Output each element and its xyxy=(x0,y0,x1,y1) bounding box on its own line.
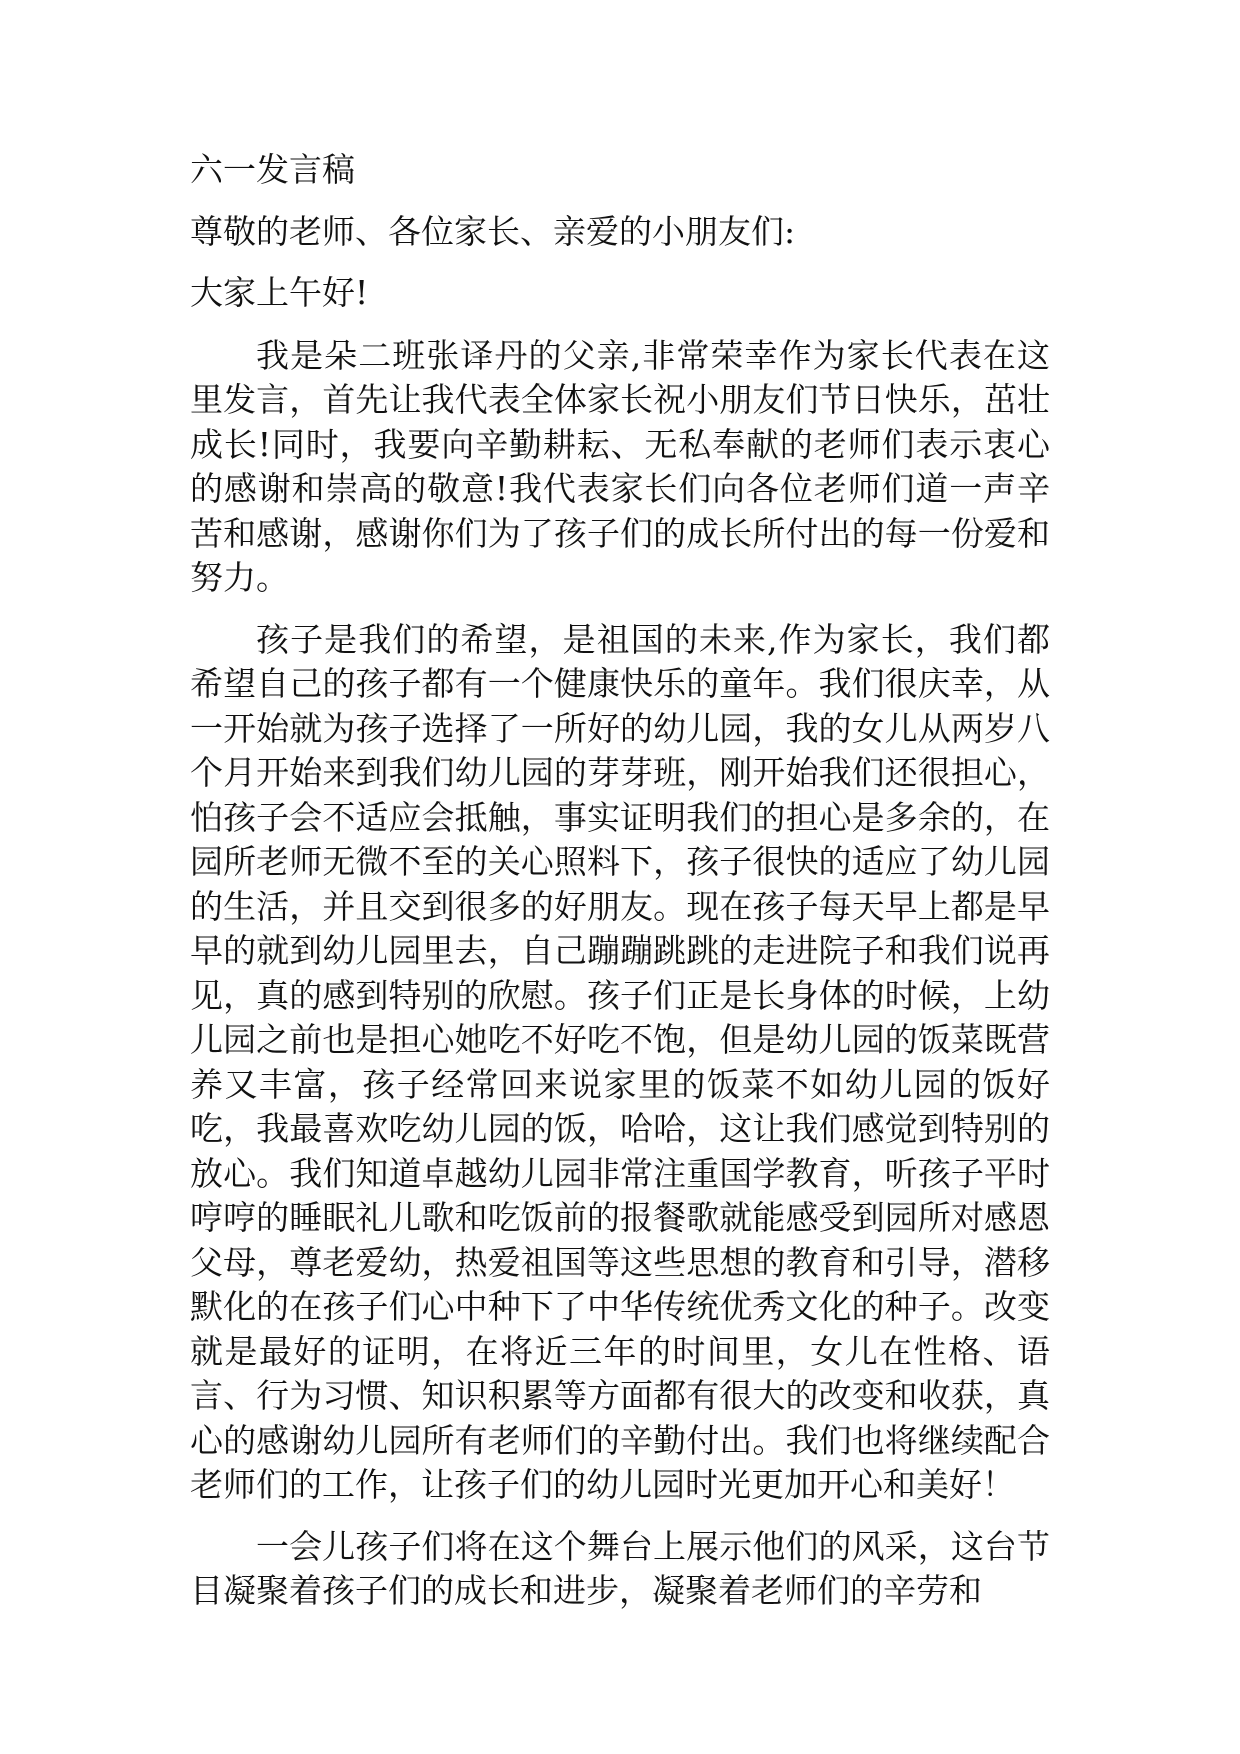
paragraph-3: 一会儿孩子们将在这个舞台上展示他们的风采，这台节目凝聚着孩子们的成长和进步，凝聚着老师们的辛劳和 xyxy=(190,1526,1050,1610)
document-body xyxy=(190,148,1050,1631)
paragraph-1: 我是朵二班张译丹的父亲,非常荣幸作为家长代表在这里发言，首先让我代表全体家长祝小朋友们节日快乐，茁壮成长!同时，我要向辛勤耕耘、无私奉献的老师们表示衷心的感谢和崇高的敬意!我代表家长们向各位老师们道一声辛苦和感谢，感谢你们为了孩子们的成长所付出的每一份爱和努力。 xyxy=(190,335,1050,597)
paragraph-2: 孩子是我们的希望，是祖国的未来,作为家长，我们都希望自己的孩子都有一个健康快乐的童年。我们很庆幸，从一开始就为孩子选择了一所好的幼儿园，我的女儿从两岁八个月开始来到我们幼儿园的芽芽班，刚开始我们还很担心，怕孩子会不适应会抵触，事实证明我们的担心是多余的，在园所老师无微不至的关心照料下，孩子很快的适应了幼儿园的生活，并且交到很多的好朋友。现在孩子每天早上都是早早的就到幼儿园里去，自己蹦蹦跳跳的走进院子和我们说再见，真的感到特别的欣慰。孩子们正是长身体的时候，上幼儿园之前也是担心她吃不好吃不饱，但是幼儿园的饭菜既营养又丰富，孩子经常回来说家里的饭菜不如幼儿园的饭好吃，我最喜欢吃幼儿园的饭，哈哈，这让我们感觉到特别的放心。我们知道卓越幼儿园非常注重国学教育，听孩子平时哼哼的睡眠礼儿歌和吃饭前的报餐歌就能感受到园所对感恩父母，尊老爱幼，热爱祖国等这些思想的教育和引导，潜移默化的在孩子们心中种下了中华传统优秀文化的种子。改变就是最好的证明，在将近三年的时间里，女儿在性格、语言、行为习惯、知识积累等方面都有很大的改变和收获，真心的感谢幼儿园所有老师们的辛勤付出。我们也将继续配合老师们的工作，让孩子们的幼儿园时光更加开心和美好！ xyxy=(190,619,1050,1504)
salutation-line: 尊敬的老师、各位家长、亲爱的小朋友们: xyxy=(190,211,796,251)
greeting-line: 大家上午好! xyxy=(190,273,369,312)
document-title: 六一发言稿 xyxy=(190,150,355,189)
